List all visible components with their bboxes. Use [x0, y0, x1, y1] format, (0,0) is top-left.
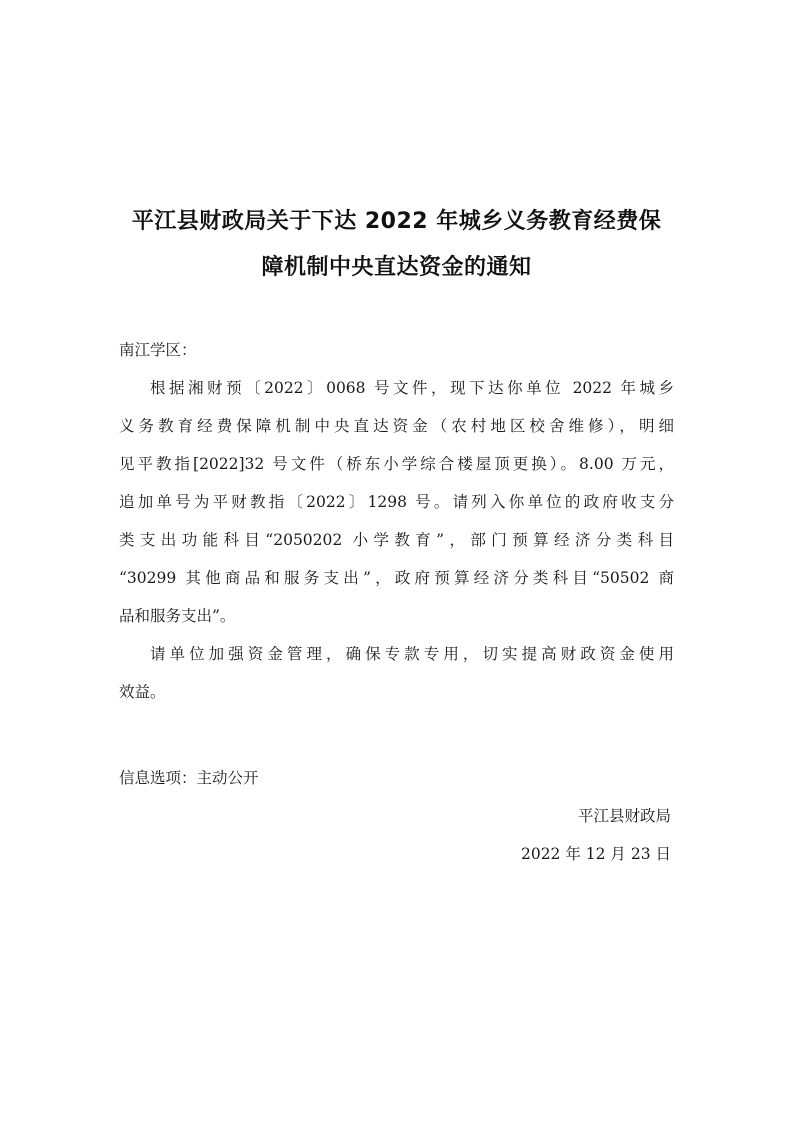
document-title-line-1: 平江县财政局关于下达 2022 年城乡义务教育经费保 [131, 209, 662, 234]
paragraph-1-line-2: 义务教育经费保障机制中央直达资金（农村地区校舍维修），明细 [119, 417, 674, 435]
salutation: 南江学区： [119, 341, 197, 359]
info-option: 信息选项：主动公开 [119, 769, 259, 787]
paragraph-1-line-5: 类支出功能科目“2050202 小学教育”，部门预算经济分类科目 [119, 531, 674, 549]
paragraph-1-line-4: 追加单号为平财教指〔2022〕1298 号。请列入你单位的政府收支分 [119, 493, 674, 511]
paragraph-2-line-2: 效益。 [119, 683, 166, 701]
paragraph-2-line-1: 请单位加强资金管理，确保专款专用，切实提高财政资金使用 [150, 645, 674, 663]
issue-date: 2022 年 12 月 23 日 [520, 845, 671, 863]
paragraph-1-line-3: 见平教指[2022]32 号文件（桥东小学综合楼屋顶更换）。8.00 万元， [119, 455, 674, 473]
paragraph-1-line-1: 根据湘财预〔2022〕0068 号文件，现下达你单位 2022 年城乡 [150, 379, 674, 397]
document-title-line-2: 障机制中央直达资金的通知 [261, 255, 532, 280]
issuer-name: 平江县财政局 [577, 807, 671, 825]
paragraph-1-line-7: 品和服务支出”。 [119, 607, 236, 625]
paragraph-1-line-6: “30299 其他商品和服务支出”，政府预算经济分类科目“50502 商 [119, 569, 674, 587]
